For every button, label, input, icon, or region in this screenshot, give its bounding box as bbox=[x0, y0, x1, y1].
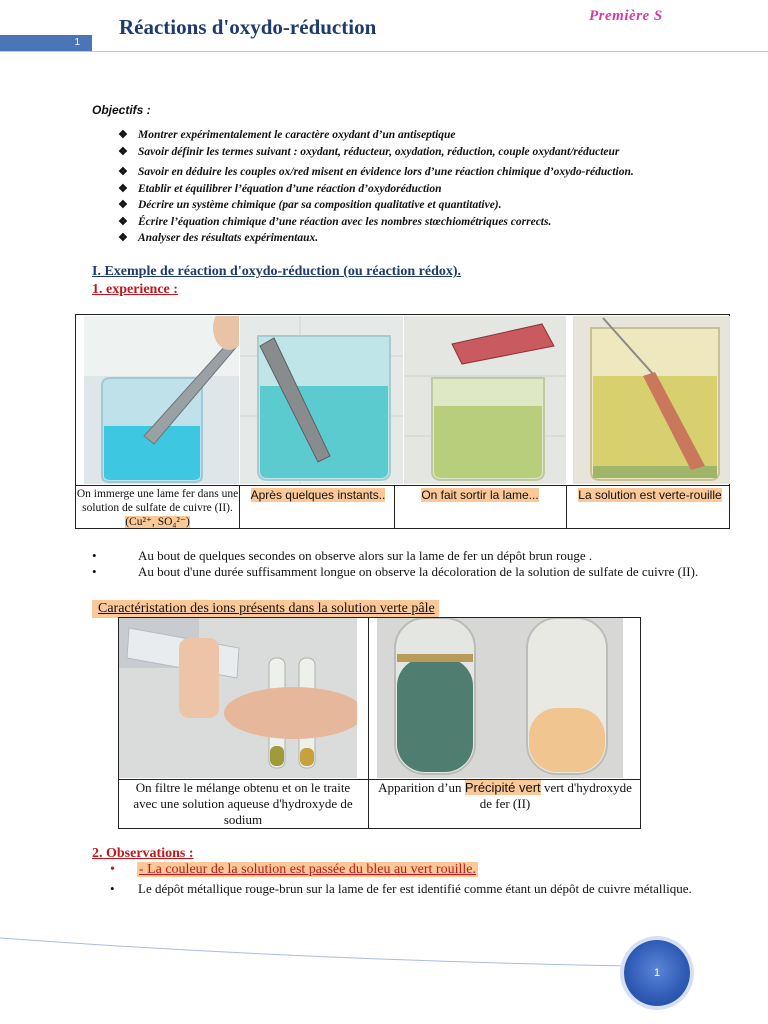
characterisation-heading: Caractéristation des ions présents dans la solution verte pâle bbox=[92, 600, 439, 618]
caption-filtering: On filtre le mélange obtenu et on le traite avec une solution aqueuse d'hydroxyde de sodium bbox=[133, 780, 353, 827]
objective-item: ❖ Montrer expérimentalement le caractère oxydant d’un antiseptique bbox=[118, 127, 748, 144]
photo-filtering bbox=[119, 618, 357, 778]
section-1-heading: I. Exemple de réaction d'oxydo-réduction (ou réaction rédox). bbox=[92, 264, 462, 279]
photo-beaker-removed bbox=[404, 316, 566, 484]
header-page-number: 1 bbox=[74, 37, 80, 48]
caption-rust bbox=[576, 487, 724, 504]
caption-after-text: Après quelques instants.. bbox=[250, 488, 386, 502]
observation-paragraph-2 bbox=[92, 564, 732, 580]
page-title: Réactions d'oxydo-réduction bbox=[119, 15, 377, 39]
experiment-table bbox=[75, 314, 730, 529]
photo-beaker-after bbox=[240, 316, 403, 484]
observations-heading: 2. Observations : bbox=[92, 846, 194, 861]
objective-item: ❖ Savoir en déduire les couples ox/red misent en évidence lors d’une réaction chimique d’oxydo-réduction. bbox=[118, 164, 748, 181]
objective-item: ❖ Etablir et équilibrer l’équation d’une réaction d’oxydoréduction bbox=[118, 181, 748, 198]
photo-precipitate bbox=[377, 618, 623, 778]
level-label: Première S bbox=[589, 8, 663, 24]
caption-immersion-text: On immerge une lame fer dans une solution de sulfate de cuivre (II). bbox=[76, 488, 239, 514]
observation-item-1 bbox=[110, 862, 478, 878]
caption-precipitate-b: vert d'hydroxyde de fer (II) bbox=[479, 780, 632, 811]
caption-immersion-formula: (Cu²⁺, SO₄²⁻) bbox=[125, 516, 190, 528]
objective-item: ❖ Décrire un système chimique (par sa composition qualitative et quantitative). bbox=[118, 197, 748, 214]
bullet: • bbox=[110, 881, 115, 896]
observation-text-2: Au bout d'une durée suffisamment longue on observe la décoloration de la solution de sulfate de cuivre (II). bbox=[138, 564, 699, 579]
caption-precipitate bbox=[373, 780, 637, 812]
caption-immersion bbox=[76, 487, 239, 529]
observation-paragraph-1 bbox=[92, 548, 732, 564]
observation-text-1: Au bout de quelques secondes on observe alors sur la lame de fer un dépôt brun rouge . bbox=[138, 548, 593, 563]
bullet: • bbox=[92, 548, 97, 563]
experience-heading: 1. experience : bbox=[92, 282, 178, 297]
objective-item: ❖ Écrire l’équation chimique d’une réaction avec les nombres stœchiométriques corrects. bbox=[118, 214, 748, 231]
objectives-list bbox=[118, 127, 748, 247]
bullet: • bbox=[110, 862, 115, 877]
objective-item: ❖ Savoir définir les termes suivant : oxydant, réducteur, oxydation, réduction, couple oxydant/réducteur bbox=[118, 144, 748, 161]
objective-item: ❖ Analyser des résultats expérimentaux. bbox=[118, 230, 748, 247]
caption-precipitate-a: Apparition d’un bbox=[378, 780, 465, 795]
observation-item-1-text: - La couleur de la solution est passée du bleu au vert rouille. bbox=[138, 862, 476, 877]
observation-item-2 bbox=[110, 880, 710, 897]
photo-beaker-rust bbox=[573, 316, 730, 484]
bullet: • bbox=[92, 564, 97, 579]
photo-beaker-immersion bbox=[84, 316, 239, 484]
header-divider bbox=[0, 51, 768, 52]
footer-page-number: 1 bbox=[624, 940, 690, 1006]
header-page-tab bbox=[0, 35, 92, 51]
caption-removed bbox=[396, 487, 564, 504]
objectives-heading: Objectifs : bbox=[92, 103, 151, 117]
caption-rust-text: La solution est verte-rouille bbox=[578, 488, 722, 502]
characterisation-table bbox=[118, 617, 641, 829]
observation-item-2-text: Le dépôt métallique rouge-brun sur la lame de fer est identifié comme étant un dépôt de cuivre métallique. bbox=[138, 881, 692, 896]
caption-after bbox=[250, 487, 386, 504]
caption-removed-text: On fait sortir la lame... bbox=[421, 488, 539, 502]
caption-precipitate-highlight: Précipité vert bbox=[464, 780, 541, 795]
